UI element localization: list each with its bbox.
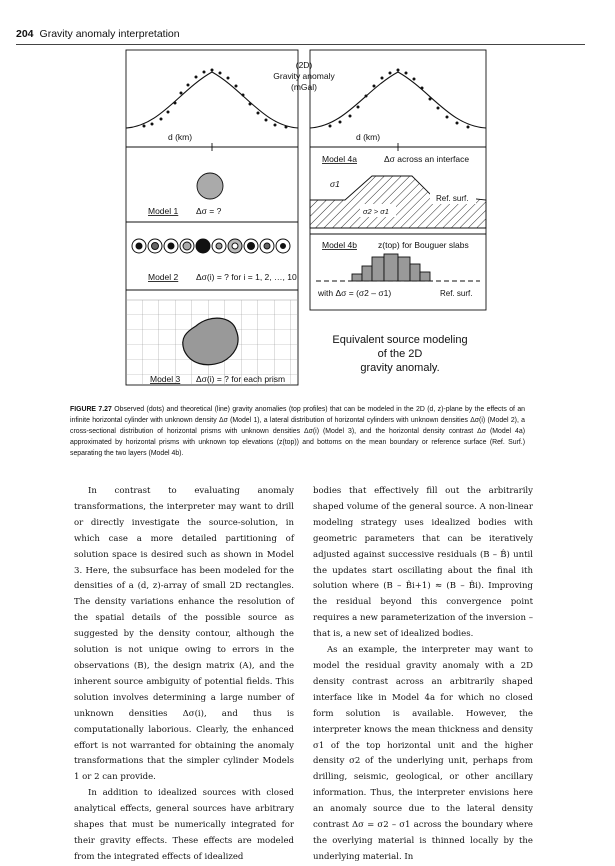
caption-label: FIGURE 7.27 xyxy=(70,406,112,413)
right-theoretical-curve xyxy=(310,72,486,128)
model2-cylinder-row xyxy=(132,239,290,253)
left-observed-dots xyxy=(143,69,288,129)
left-theoretical-curve xyxy=(126,72,298,128)
paragraph: In addition to idealized sources with closed analytical effects, general sources have arbitrary shapes that must be numerically integrated for their gravity effects. These effects are modeled from the integrated effects of idealized xyxy=(74,788,294,862)
summary-line1: Equivalent source modeling xyxy=(332,334,468,346)
model4a-label: Model 4a xyxy=(322,154,357,164)
model4b-desc: z(top) for Bouguer slabs xyxy=(378,240,469,250)
model1-cylinder xyxy=(197,173,223,199)
model4b-slab-prisms xyxy=(352,254,430,281)
model1-label: Model 1 xyxy=(148,206,179,216)
model4a-desc: Δσ across an interface xyxy=(384,154,470,164)
running-title: Gravity anomaly interpretation xyxy=(39,28,180,40)
figure-caption xyxy=(70,404,525,459)
model4a-sigma-relation: σ2 > σ1 xyxy=(363,207,389,216)
model2-param: Δσ(i) = ? for i = 1, 2, …, 10 xyxy=(196,272,297,282)
caption-text: Observed (dots) and theoretical (line) gravity anomalies (top profiles) that can be modeled in the 2D (d, z)-plane by the effects of an infinite horizontal cylinder with unknown density Δσ (Model 1), a lateral distribution of horizontal cylinders with unknown densities Δσ(i) (Model 2), a cross-sectional distribution of horizontal prisms with unknown densities Δσ(i) (Model 3), and the horizontal density contrast Δσ (Model 4a) approximated by horizontal prisms with unknown top elevations (z(top)) and bottoms on the mean boundary or reference surface (Ref. Surf.) separating the two layers (Model 4b). xyxy=(70,406,525,457)
model2-label: Model 2 xyxy=(148,272,179,282)
paragraph: bodies that effectively fill out the arbitrarily shaped volume of the general source. A non-linear modeling strategy uses idealized bodies with geometric parameters that can be iteratively adjusted against successive residuals (B – B̂) until the updates start oscillating about the final ith solution where (B – B̂i+1) ≈ (B – B̂i). Improving the residual beyond this convergence point requires a new parameterization of the inversion – that is, a new set of idealized bodies. xyxy=(313,486,533,640)
anomaly-label-line3: (mGal) xyxy=(291,82,317,92)
page-number: 204 xyxy=(16,28,34,40)
paragraph: As an example, the interpreter may want to model the residual gravity anomaly with a 2D density contrast across an arbitrarily shaped interface like in Model 4a for which no closed form solution is available. However, the interpreter knows the mean thickness and density σ1 of the top horizontal unit and the higher density σ2 of the underlying unit, perhaps from drilling, seismic, geological, or other ancillary information. Thus, the interpreter envisions here an anomaly source due to the lateral density contrast Δσ = σ2 – σ1 across the boundary where the overlying material is thinned locally by the underlying material. In xyxy=(313,645,533,862)
anomaly-label-line1: (2D) xyxy=(295,60,313,70)
paragraph: In contrast to evaluating anomaly transformations, the interpreter may want to drill or directly investigate the source-solution, in which case a more detailed partitioning of solution space is desired such as shown in Model 3. Here, the subsurface has been modeled for the densities of a (d, z)-array of small 2D rectangles. The density variations enhance the resolution of the spatial details of the possible source as suggested by the density contour, although the solution is not unique owing to errors in the observations (B), the design matrix (A), and the inherent source ambiguity of potential fields. This solution involves determining a large number of unknown densities Δσ(i), and thus is computationally laborious. Clearly, the enhanced effort is not warranted for obtaining the anomaly transformations that the simpler cylinder Models 1 or 2 can provide. xyxy=(74,486,294,783)
model4a-ref-label: Ref. surf. xyxy=(436,194,469,203)
figure-7-27 xyxy=(0,0,615,400)
body-column-left xyxy=(74,484,294,866)
model4b-contrast: with Δσ = (σ2 – σ1) xyxy=(318,288,392,298)
model3-label: Model 3 xyxy=(150,374,181,384)
summary-line2: of the 2D xyxy=(377,348,423,360)
right-observed-dots xyxy=(329,69,470,129)
model3-param: Δσ(i) = ? for each prism xyxy=(196,374,286,384)
model1-param: Δσ = ? xyxy=(196,206,222,216)
right-axis-label: d (km) xyxy=(356,132,381,142)
left-axis-label: d (km) xyxy=(168,132,193,142)
summary-line3: gravity anomaly. xyxy=(360,362,440,374)
model4b-ref-label: Ref. surf. xyxy=(440,289,473,298)
body-column-right xyxy=(313,484,533,866)
anomaly-label-line2: Gravity anomaly xyxy=(273,71,335,81)
model4b-label: Model 4b xyxy=(322,240,357,250)
model4a-sigma1: σ1 xyxy=(330,179,340,189)
